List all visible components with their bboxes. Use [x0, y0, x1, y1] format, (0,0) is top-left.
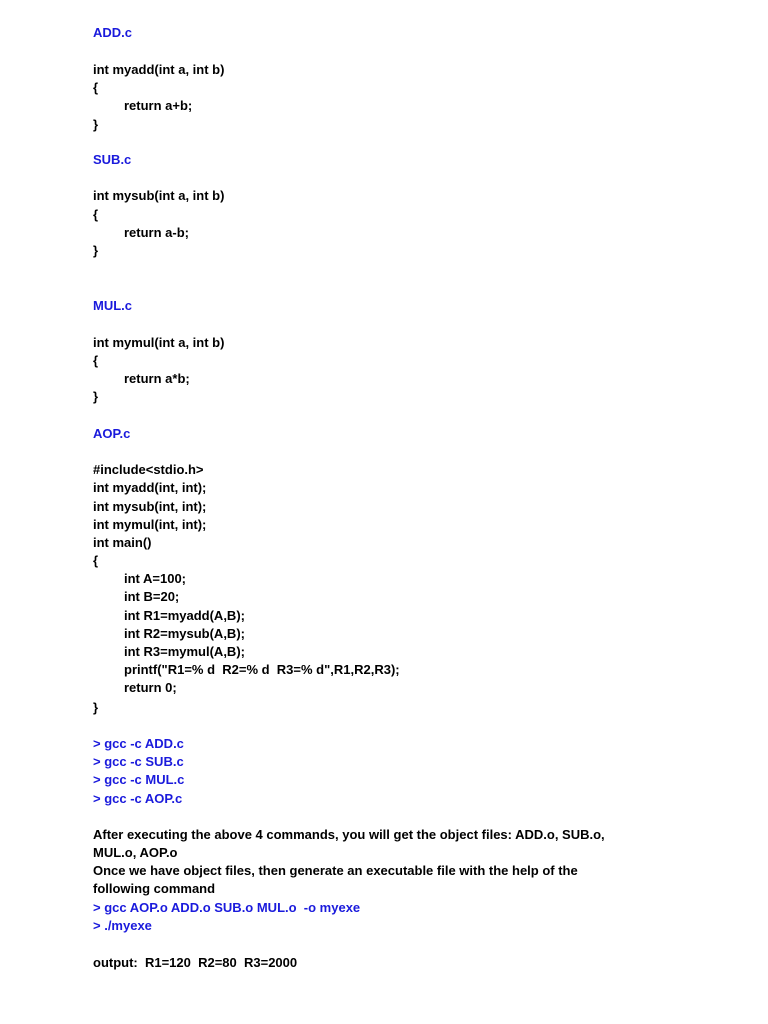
- code-line: int myadd(int, int);: [93, 480, 207, 495]
- explanation-text: Once we have object files, then generate an executable file with the help of the: [93, 863, 578, 878]
- code-line: }: [93, 389, 99, 404]
- code-line: int B=20;: [124, 589, 180, 604]
- code-line: int R1=myadd(A,B);: [124, 608, 245, 623]
- code-line: return a*b;: [124, 371, 190, 386]
- code-line: printf("R1=% d R2=% d R3=% d",R1,R2,R3);: [124, 662, 400, 677]
- code-line: return 0;: [124, 680, 177, 695]
- command-line: > gcc -c AOP.c: [93, 791, 183, 806]
- explanation-text: following command: [93, 881, 216, 896]
- command-line: > ./myexe: [93, 918, 152, 933]
- command-line: > gcc AOP.o ADD.o SUB.o MUL.o -o myexe: [93, 900, 361, 915]
- code-line: }: [93, 700, 99, 715]
- code-line: int mymul(int, int);: [93, 517, 207, 532]
- code-line: int myadd(int a, int b): [93, 62, 225, 77]
- code-line: {: [93, 207, 99, 222]
- code-line: {: [93, 553, 99, 568]
- code-line: }: [93, 243, 99, 258]
- code-line: {: [93, 80, 99, 95]
- code-line: }: [93, 117, 99, 132]
- file-heading: SUB.c: [93, 152, 132, 167]
- code-line: {: [93, 353, 99, 368]
- code-line: int R2=mysub(A,B);: [124, 626, 245, 641]
- explanation-text: MUL.o, AOP.o: [93, 845, 178, 860]
- code-line: int main(): [93, 535, 152, 550]
- code-line: int A=100;: [124, 571, 187, 586]
- command-line: > gcc -c MUL.c: [93, 772, 185, 787]
- file-heading: ADD.c: [93, 25, 133, 40]
- file-heading: AOP.c: [93, 426, 131, 441]
- command-line: > gcc -c ADD.c: [93, 736, 184, 751]
- explanation-text: After executing the above 4 commands, you will get the object files: ADD.o, SUB.o,: [93, 827, 605, 842]
- code-line: int mysub(int a, int b): [93, 188, 225, 203]
- code-line: return a-b;: [124, 225, 189, 240]
- program-output: output: R1=120 R2=80 R3=2000: [93, 955, 298, 970]
- command-line: > gcc -c SUB.c: [93, 754, 184, 769]
- code-line: #include<stdio.h>: [93, 462, 204, 477]
- code-line: int R3=mymul(A,B);: [124, 644, 245, 659]
- code-line: return a+b;: [124, 98, 193, 113]
- code-line: int mymul(int a, int b): [93, 335, 225, 350]
- file-heading: MUL.c: [93, 298, 132, 313]
- code-line: int mysub(int, int);: [93, 499, 207, 514]
